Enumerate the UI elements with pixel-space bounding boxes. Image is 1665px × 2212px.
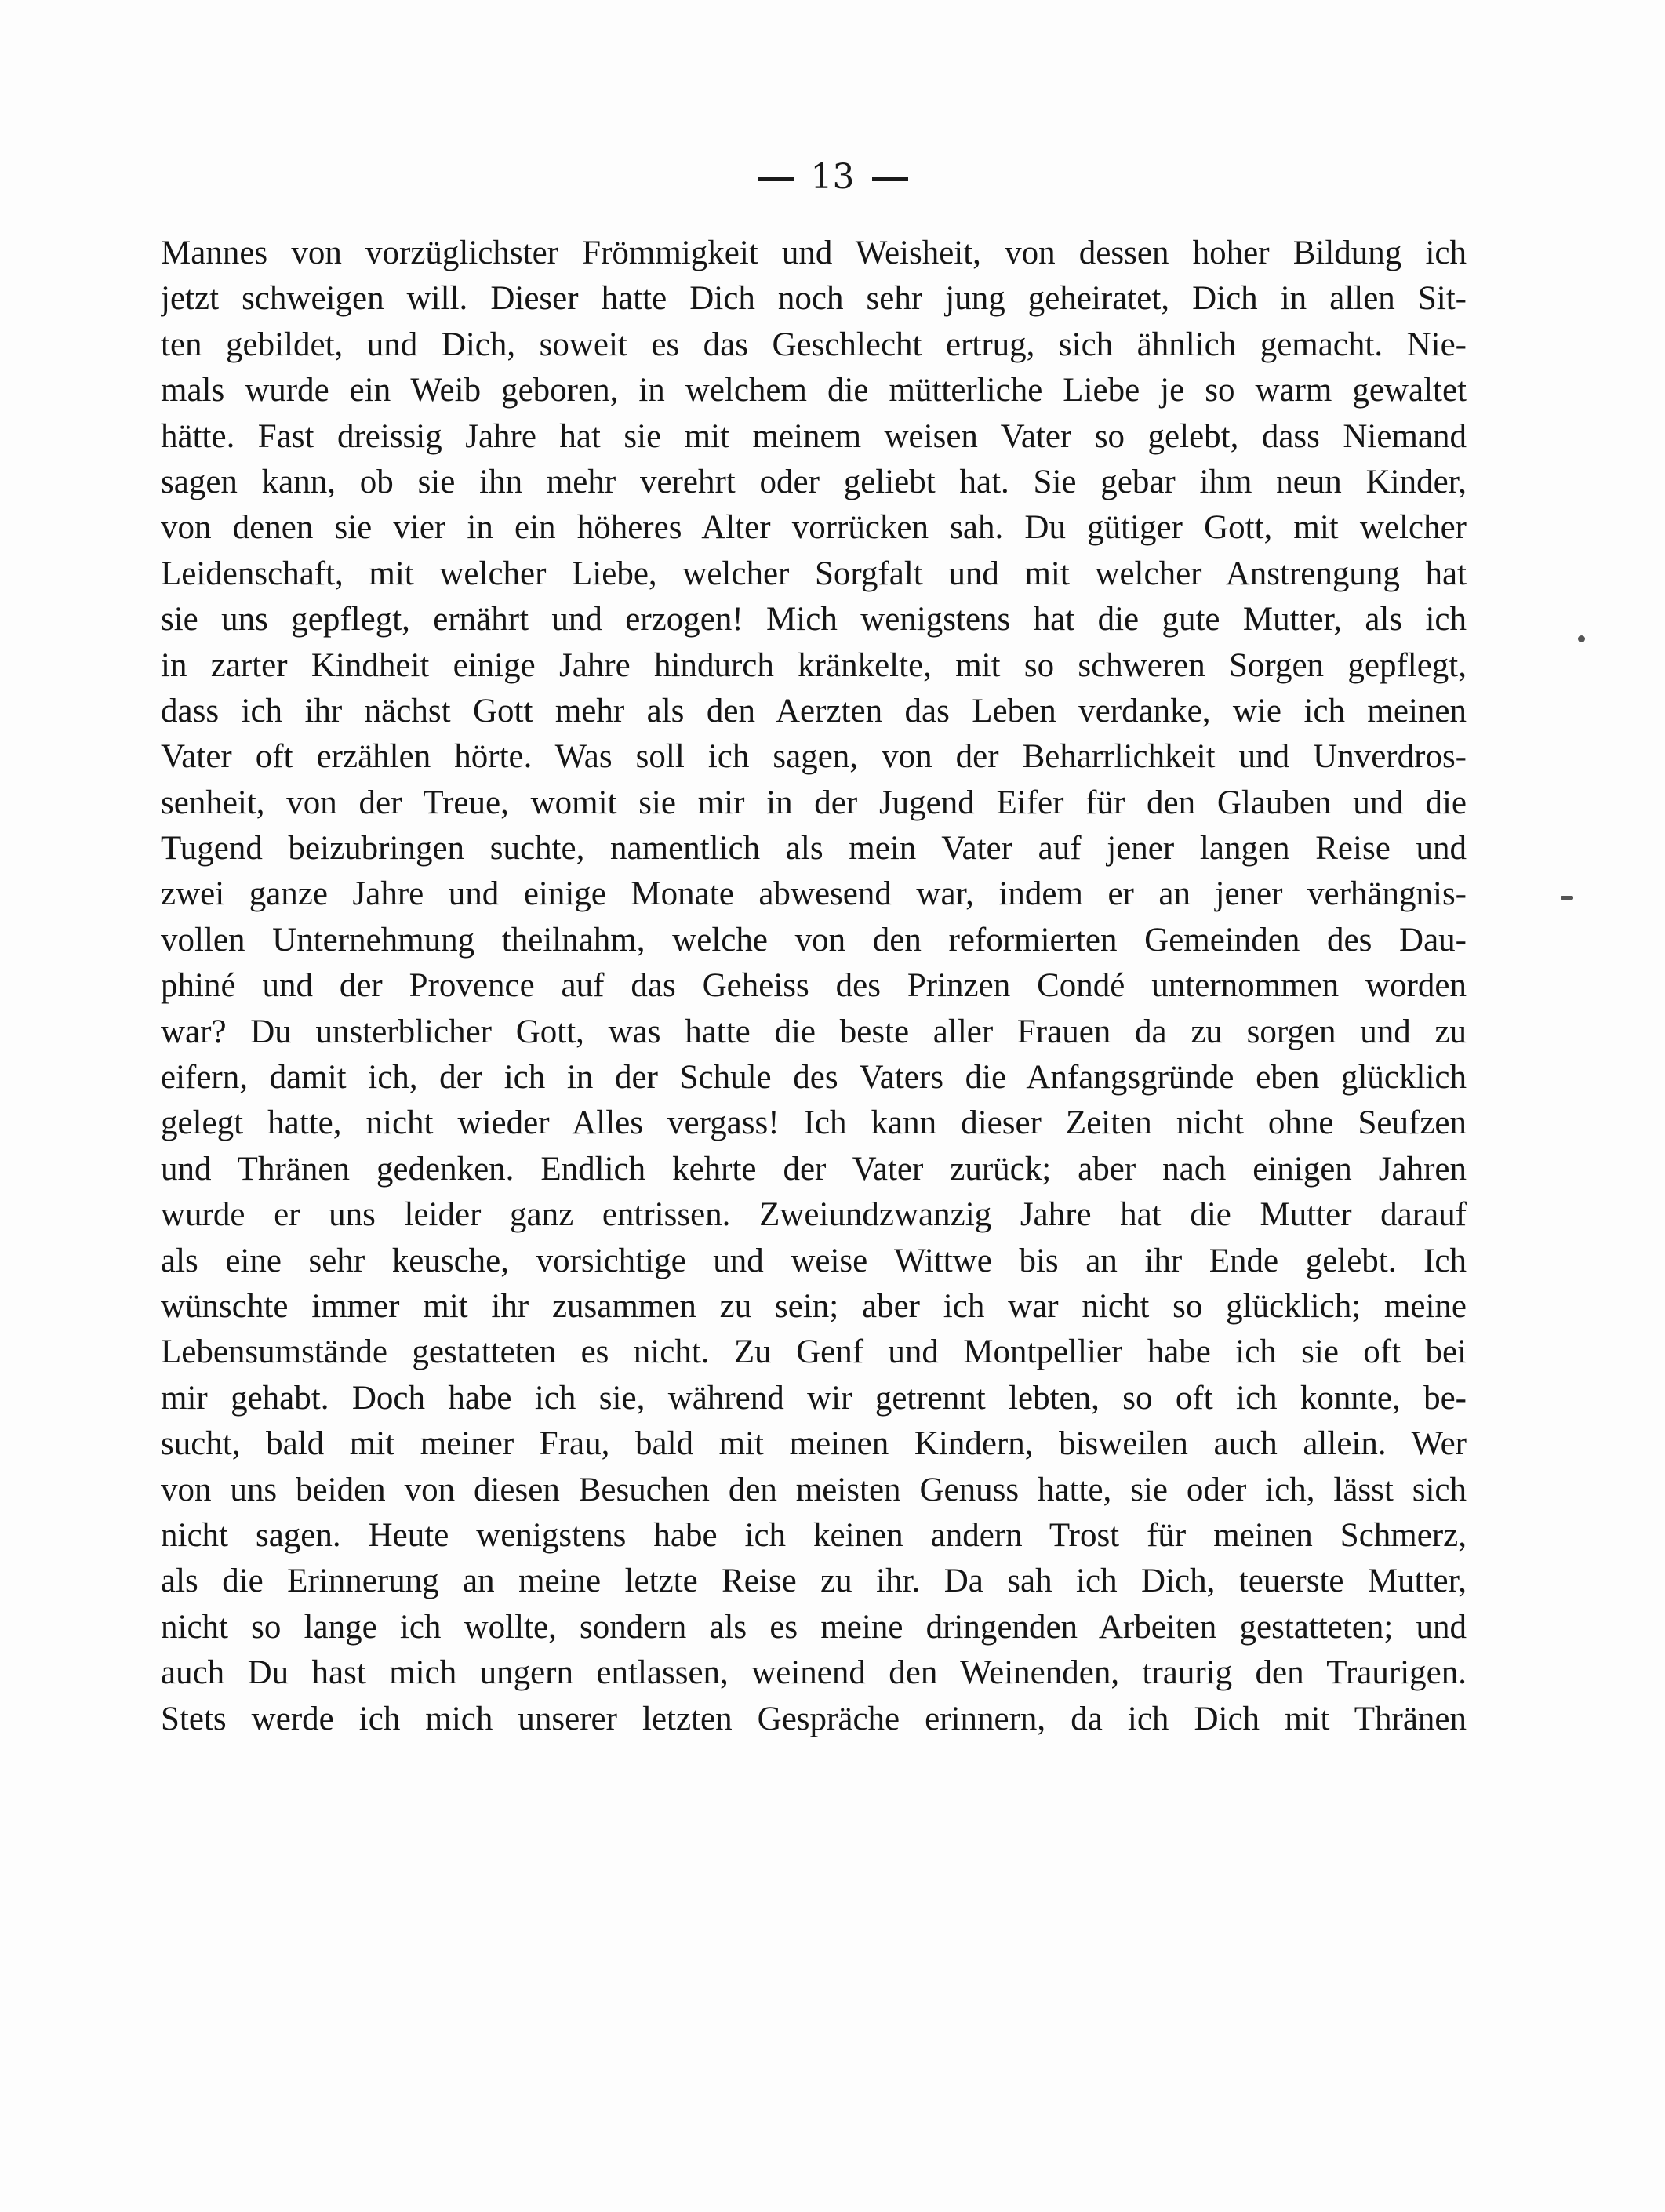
text-line-17: phiné und der Provence auf das Geheiss des Prinzen Condé unternommen worden (161, 967, 1467, 1005)
right-dash-ornament (872, 177, 908, 181)
text-line-3: ten gebildet, und Dich, soweit es das Geschlecht ertrug, sich ähnlich gemacht. Nie- (161, 326, 1467, 363)
text-line-21: und Thränen gedenken. Endlich kehrte der Vater zurück; aber nach einigen Jahren (161, 1150, 1467, 1188)
text-line-8: Leidenschaft, mit welcher Liebe, welcher Sorgfalt und mit welcher Anstrengung hat (161, 555, 1467, 592)
text-line-19: eifern, damit ich, der ich in der Schule des Vaters die Anfangsgründe eben glücklich (161, 1059, 1467, 1097)
scan-speck (1578, 635, 1585, 642)
text-line-23: als eine sehr keusche, vorsichtige und weise Wittwe bis an ihr Ende gelebt. Ich (161, 1242, 1467, 1279)
text-line-9: sie uns gepflegt, ernährt und erzogen! Mich wenigstens hat die gute Mutter, als ich (161, 601, 1467, 638)
text-line-13: senheit, von der Treue, womit sie mir in der Jugend Eifer für den Glauben und die (161, 784, 1467, 821)
text-line-14: Tugend beizubringen suchte, namentlich als mein Vater auf jener langen Reise und (161, 830, 1467, 868)
text-line-16: vollen Unternehmung theilnahm, welche von den reformierten Gemeinden des Dau- (161, 921, 1467, 959)
text-line-15: zwei ganze Jahre und einige Monate abwesend war, indem er an jener verhängnis- (161, 875, 1467, 913)
text-line-22: wurde er uns leider ganz entrissen. Zweiundzwanzig Jahre hat die Mutter darauf (161, 1196, 1467, 1234)
page-header (0, 157, 1665, 197)
text-line-5: hätte. Fast dreissig Jahre hat sie mit meinem weisen Vater so gelebt, dass Niemand (161, 417, 1467, 455)
text-line-11: dass ich ihr nächst Gott mehr als den Aerzten das Leben verdanke, wie ich meinen (161, 692, 1467, 729)
text-line-24: wünschte immer mit ihr zusammen zu sein; aber ich war nicht so glücklich; meine (161, 1287, 1467, 1325)
text-line-29: nicht sagen. Heute wenigstens habe ich keinen andern Trost für meinen Schmerz, (161, 1516, 1467, 1554)
text-line-6: sagen kann, ob sie ihn mehr verehrt oder geliebt hat. Sie gebar ihm neun Kinder, (161, 463, 1467, 500)
left-dash-ornament (758, 177, 794, 181)
text-line-12: Vater oft erzählen hörte. Was soll ich sagen, von der Beharrlichkeit und Unverdros- (161, 738, 1467, 776)
text-line-28: von uns beiden von diesen Besuchen den meisten Genuss hatte, sie oder ich, lässt sich (161, 1471, 1467, 1508)
text-line-7: von denen sie vier in ein höheres Alter vorrücken sah. Du gütiger Gott, mit welcher (161, 509, 1467, 547)
text-line-25: Lebensumstände gestatteten es nicht. Zu Genf und Montpellier habe ich sie oft bei (161, 1333, 1467, 1371)
text-line-32: auch Du hast mich ungern entlassen, weinend den Weinenden, traurig den Traurigen. (161, 1654, 1467, 1692)
text-line-20: gelegt hatte, nicht wieder Alles vergass! Ich kann dieser Zeiten nicht ohne Seufzen (161, 1104, 1467, 1142)
scan-speck (1561, 896, 1573, 900)
text-line-1: Mannes von vorzüglichster Frömmigkeit und Weisheit, von dessen hoher Bildung ich (161, 235, 1467, 271)
text-line-2: jetzt schweigen will. Dieser hatte Dich noch sehr jung geheiratet, Dich in allen Sit- (161, 280, 1467, 318)
text-line-31: nicht so lange ich wollte, sondern als es meine dringenden Arbeiten gestatteten; und (161, 1608, 1467, 1646)
text-line-33: Stets werde ich mich unserer letzten Gespräche erinnern, da ich Dich mit Thränen (161, 1700, 1467, 1737)
text-line-18: war? Du unsterblicher Gott, was hatte die beste aller Frauen da zu sorgen und zu (161, 1013, 1467, 1050)
text-line-27: sucht, bald mit meiner Frau, bald mit meinen Kindern, bisweilen auch allein. Wer (161, 1425, 1467, 1463)
page-number: 13 (810, 157, 855, 197)
text-line-26: mir gehabt. Doch habe ich sie, während wir getrennt lebten, so oft ich konnte, be- (161, 1379, 1467, 1417)
text-line-4: mals wurde ein Weib geboren, in welchem die mütterliche Liebe je so warm gewaltet (161, 372, 1467, 409)
text-line-10: in zarter Kindheit einige Jahre hindurch kränkelte, mit so schweren Sorgen gepflegt, (161, 646, 1467, 684)
body-text (161, 231, 1467, 1742)
text-line-30: als die Erinnerung an meine letzte Reise zu ihr. Da sah ich Dich, teuerste Mutter, (161, 1563, 1467, 1600)
